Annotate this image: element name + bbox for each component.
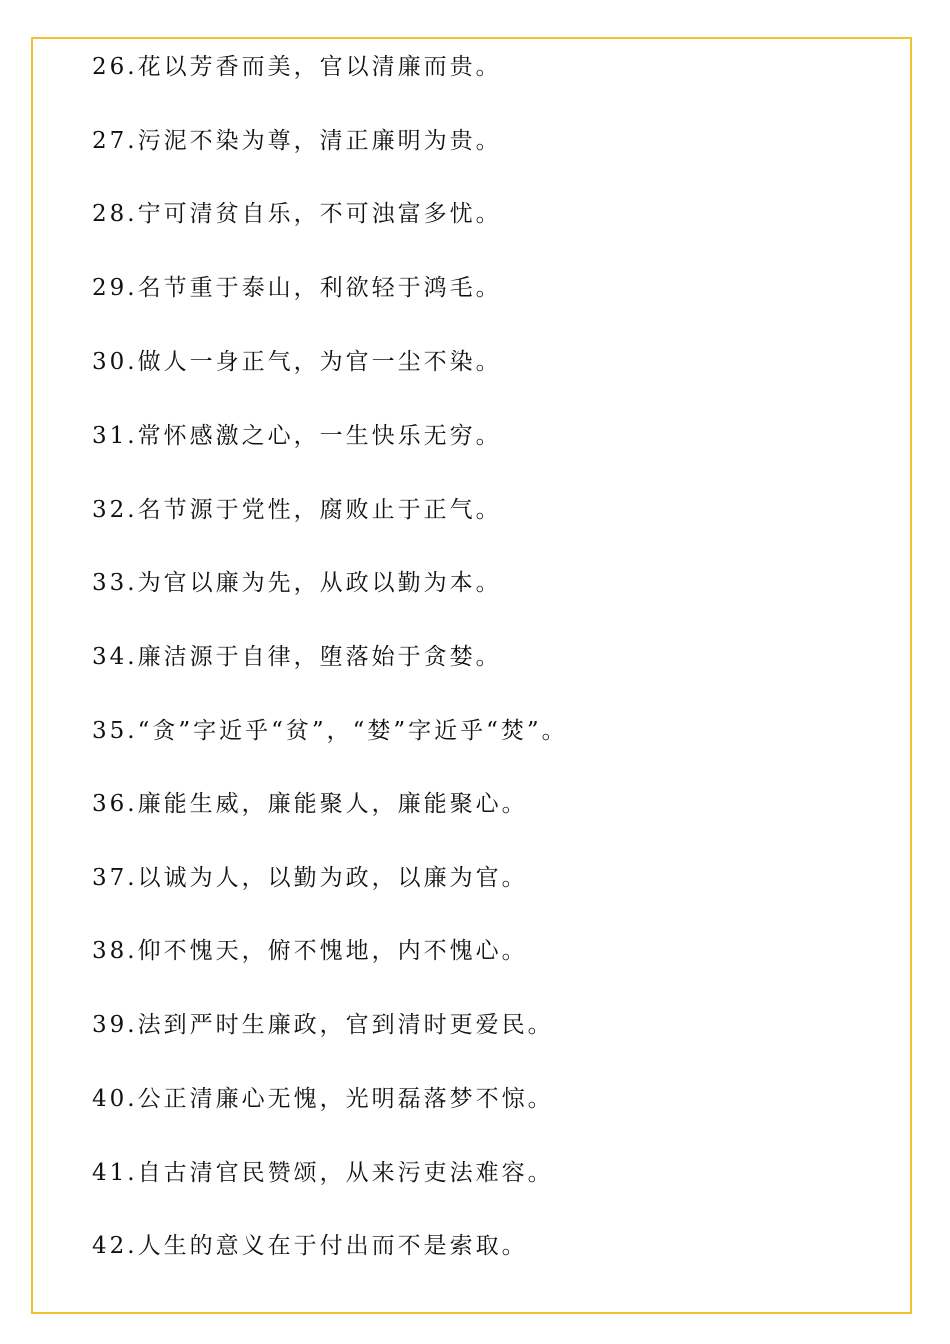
slogan-line-34: 34.廉洁源于自律，堕落始于贪婪。 [92,644,502,670]
slogan-line-42: 42.人生的意义在于付出而不是索取。 [92,1233,528,1259]
slogan-line-36: 36.廉能生威，廉能聚人，廉能聚心。 [92,791,528,817]
slogan-line-31: 31.常怀感激之心，一生快乐无穷。 [92,423,502,449]
slogan-line-37: 37.以诚为人，以勤为政，以廉为官。 [92,865,528,891]
slogan-line-35: 35.“贪”字近乎“贫”，“婪”字近乎“焚”。 [92,718,568,744]
slogan-line-27: 27.污泥不染为尊，清正廉明为贵。 [92,128,502,154]
slogan-line-32: 32.名节源于党性，腐败止于正气。 [92,497,502,523]
slogan-line-26: 26.花以芳香而美，官以清廉而贵。 [92,54,502,80]
slogan-line-33: 33.为官以廉为先，从政以勤为本。 [92,570,502,596]
slogan-line-30: 30.做人一身正气，为官一尘不染。 [92,349,502,375]
slogan-line-39: 39.法到严时生廉政，官到清时更爱民。 [92,1012,554,1038]
slogan-line-38: 38.仰不愧天，俯不愧地，内不愧心。 [92,938,528,964]
slogan-line-41: 41.自古清官民赞颂，从来污吏法难容。 [92,1160,554,1186]
slogan-line-29: 29.名节重于泰山，利欲轻于鸿毛。 [92,275,502,301]
slogan-line-40: 40.公正清廉心无愧，光明磊落梦不惊。 [92,1086,554,1112]
slogan-line-28: 28.宁可清贫自乐，不可浊富多忧。 [92,201,502,227]
